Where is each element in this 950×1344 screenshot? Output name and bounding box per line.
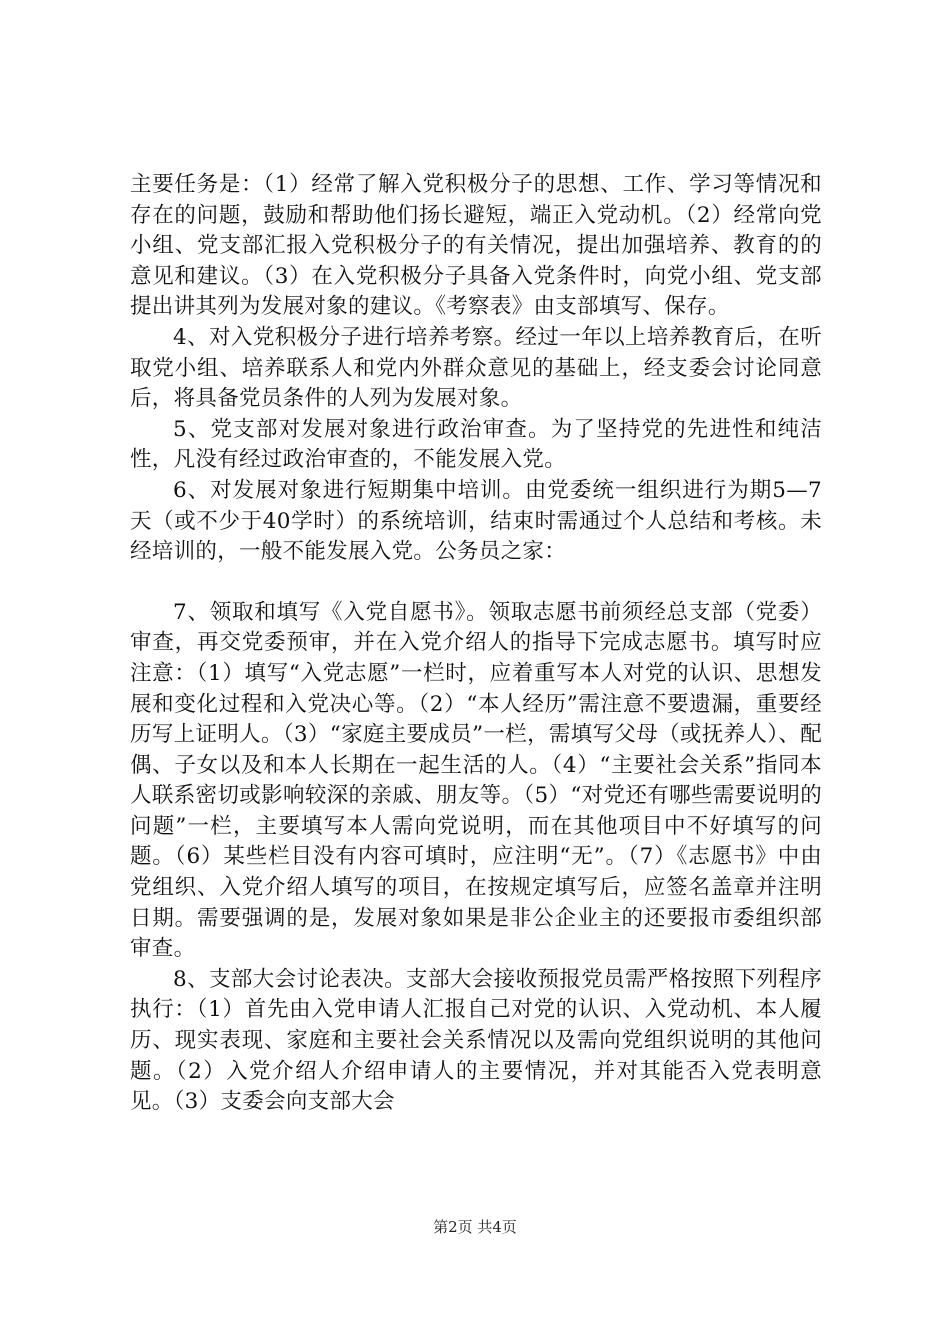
paragraph-main-tasks: 主要任务是：（1）经常了解入党积极分子的思想、工作、学习等情况和存在的问题，鼓励和帮助他们扬长避短，端正入党动机。（2）经常向党小组、党支部汇报入党积极分子的有关情况，提出加强培养、教育的的意见和建议。（3）在入党积极分子具备入党条件时，向党小组、党支部提出讲其列为发展对象的建议。《考察表》由支部填写、保存。 [130,172,822,320]
document-body [130,170,822,1118]
paragraph-step-6: 6、对发展对象进行短期集中培训。由党委统一组织进行为期5—7天（或不少于40学时）的系统培训，结束时需通过个人总结和考核。未经培训的，一般不能发展入党。公务员之家： [130,477,822,565]
page-footer: 第2页 共4页 [433,1218,517,1236]
paragraph-step-7: 7、领取和填写《入党自愿书》。领取志愿书前须经总支部（党委）审查，再交党委预审，并在入党介绍人的指导下完成志愿书。填写时应注意：（1）填写“入党志愿”一栏时，应着重写本人对党的认识、思想发展和变化过程和入党决心等。（2）“本人经历”需注意不要遗漏，重要经历写上证明人。（3）“家庭主要成员”一栏，需填写父母（或抚养人）、配偶、子女以及和本人长期在一起生活的人。（4）“主要社会关系”指同本人联系密切或影响较深的亲戚、朋友等。（5）“对党还有哪些需要说明的问题”一栏，主要填写本人需向党说明，而在其他项目中不好填写的问题。（6）某些栏目没有内容可填时，应注明“无”。（7）《志愿书》中由党组织、入党介绍人填写的项目，在按规定填写后，应签名盖章并注明日期。需要强调的是，发展对象如果是非公企业主的还要报市委组织部审查。 [130,599,822,962]
paragraph-step-5: 5、党支部对发展对象进行政治审查。为了坚持党的先进性和纯洁性，凡没有经过政治审查的，不能发展入党。 [130,416,822,473]
paragraph-gap [130,568,822,598]
paragraph-step-8: 8、支部大会讨论表决。支部大会接收预报党员需严格按照下列程序执行：（1）首先由入党申请人汇报自己对党的认识、入党动机、本人履历、现实表现、家庭和主要社会关系情况以及需向党组织说明的其他问题。（2）入党介绍人介绍申请人的主要情况，并对其能否入党表明意见。（3）支委会向支部大会 [130,966,822,1115]
paragraph-step-4: 4、对入党积极分子进行培养考察。经过一年以上培养教育后，在听取党小组、培养联系人和党内外群众意见的基础上，经支委会讨论同意后，将具备党员条件的人列为发展对象。 [130,324,822,412]
